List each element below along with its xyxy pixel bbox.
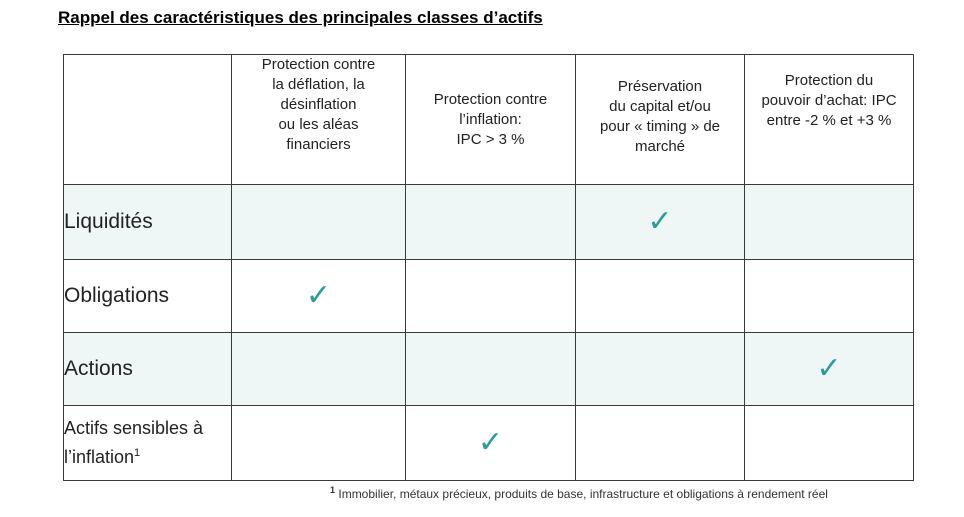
- table-cell: [576, 260, 745, 333]
- header-line: l’inflation:: [459, 111, 522, 128]
- header-capital-preservation: [576, 55, 745, 185]
- table-cell: [576, 333, 745, 406]
- footnote-text: Immobilier, métaux précieux, produits de base, infrastructure et obligations à rendement réel: [338, 487, 828, 501]
- asset-class-table: [63, 54, 914, 481]
- footnote: [330, 485, 828, 501]
- header-corner-cell: [64, 55, 232, 185]
- header-line: Protection du: [784, 72, 874, 89]
- table-cell: [745, 185, 914, 260]
- header-line: ou les aléas: [278, 116, 359, 133]
- header-line: Protection contre: [261, 56, 376, 73]
- table-cell: [576, 185, 745, 260]
- header-line: la déflation, la: [272, 76, 365, 93]
- table-cell: [232, 260, 406, 333]
- check-icon: ✓: [647, 204, 673, 239]
- row-label-obligations: Obligations: [64, 260, 232, 333]
- row-label-line: Actifs sensibles à: [64, 418, 204, 438]
- header-line: IPC > 3 %: [456, 131, 525, 148]
- table-cell: [745, 260, 914, 333]
- footnote-marker: 1: [330, 485, 336, 495]
- table-cell: [232, 406, 406, 481]
- check-icon: ✓: [477, 425, 504, 460]
- row-label-line: l’inflation: [64, 447, 135, 467]
- table-cell: [406, 333, 576, 406]
- header-inflation-protection: [406, 55, 576, 185]
- header-line: pour « timing » de: [599, 118, 721, 135]
- header-line: désinflation: [280, 96, 357, 113]
- check-icon: ✓: [816, 351, 842, 386]
- page-title: Rappel des caractéristiques des principales classes d’actifs: [58, 8, 543, 27]
- header-line: pouvoir d’achat: IPC: [761, 92, 897, 109]
- table-cell: [406, 406, 576, 481]
- table-cell: [406, 185, 576, 260]
- row-label-actions: Actions: [64, 333, 232, 406]
- row-label-liquidites: Liquidités: [64, 185, 232, 260]
- header-line: marché: [634, 138, 686, 155]
- table-header-row: [64, 55, 914, 185]
- header-line: Préservation: [617, 78, 703, 95]
- header-line: du capital et/ou: [609, 98, 711, 115]
- table-cell: [745, 406, 914, 481]
- table-row: [64, 260, 914, 333]
- header-deflation-protection: [232, 55, 406, 185]
- table-cell: [745, 333, 914, 406]
- header-line: entre -2 % et +3 %: [766, 112, 892, 129]
- row-label-inflation-sensitive: [64, 406, 232, 481]
- table-cell: [576, 406, 745, 481]
- table-cell: [232, 185, 406, 260]
- table-row: [64, 333, 914, 406]
- check-icon: ✓: [305, 278, 332, 313]
- table-row: [64, 185, 914, 260]
- header-line: financiers: [286, 136, 351, 153]
- footnote-marker: 1: [134, 447, 141, 459]
- header-line: Protection contre: [433, 91, 548, 108]
- header-purchasing-power: [745, 55, 914, 185]
- table-cell: [232, 333, 406, 406]
- table-row: [64, 406, 914, 481]
- table-cell: [406, 260, 576, 333]
